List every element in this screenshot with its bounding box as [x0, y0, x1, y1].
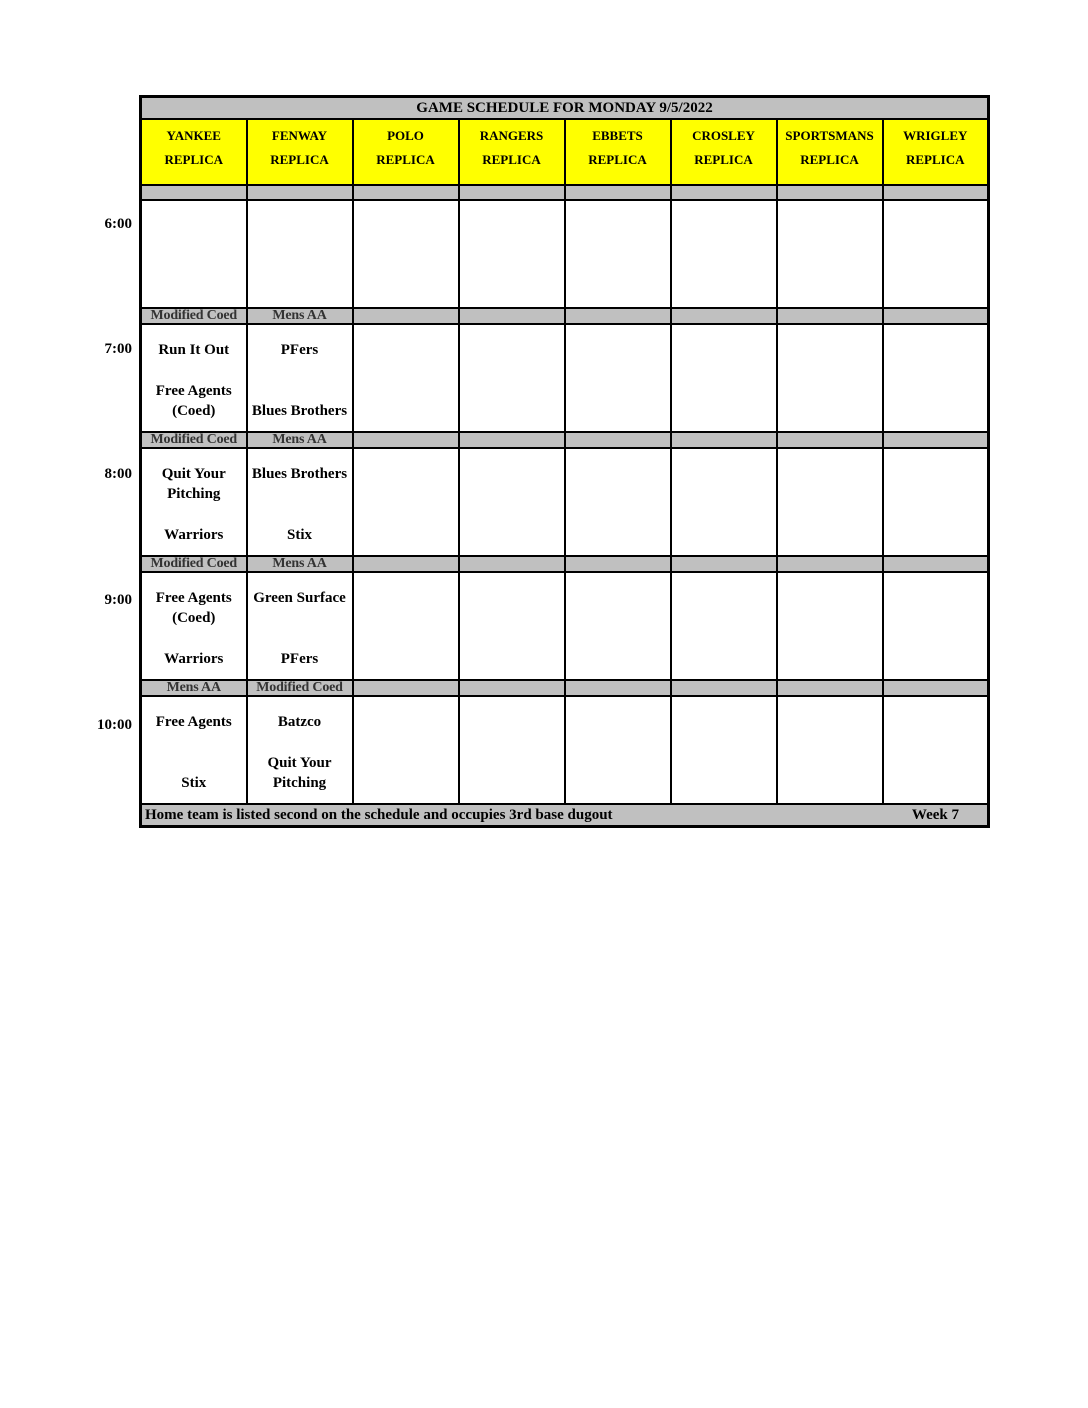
- game-cell: [459, 696, 565, 804]
- home-team: [778, 545, 882, 551]
- division-label: Mens AA: [247, 308, 353, 324]
- division-label: Mens AA: [141, 680, 247, 696]
- away-team: Quit Your Pitching: [161, 466, 226, 502]
- home-team: [778, 421, 882, 427]
- field-name: CROSLEY: [692, 128, 755, 143]
- game-cell: [141, 696, 247, 804]
- division-label: Modified Coed: [141, 308, 247, 324]
- division-label: [671, 556, 777, 572]
- home-team: [566, 421, 670, 427]
- home-team: Stix: [181, 775, 207, 791]
- game-cell: [883, 200, 989, 308]
- time-slot-row: [141, 696, 989, 804]
- division-label: [883, 432, 989, 448]
- home-team: [460, 421, 564, 427]
- field-type: REPLICA: [376, 152, 435, 167]
- game-cell: [459, 572, 565, 680]
- home-team: [778, 669, 882, 675]
- division-label: [459, 432, 565, 448]
- game-cell: [247, 200, 353, 308]
- division-label: [777, 680, 883, 696]
- game-cell: [565, 200, 671, 308]
- home-team: [354, 669, 458, 675]
- game-cell: [777, 696, 883, 804]
- division-label: [883, 308, 989, 324]
- game-cell: [353, 448, 459, 556]
- home-team-note: Home team is listed second on the schedule and occupies 3rd base dugout: [145, 807, 613, 823]
- division-label: [883, 185, 989, 200]
- game-cell: [459, 200, 565, 308]
- home-team: [672, 669, 776, 675]
- game-cell: [565, 324, 671, 432]
- time-slot-row: [141, 448, 989, 556]
- time-label: 8:00: [104, 466, 132, 482]
- away-team: Blues Brothers: [251, 466, 348, 482]
- away-team: Free Agents (Coed): [155, 590, 232, 626]
- division-label: [671, 680, 777, 696]
- field-type: REPLICA: [905, 152, 965, 167]
- away-team: Green Surface: [253, 590, 346, 606]
- game-cell: [353, 200, 459, 308]
- home-team: [354, 421, 458, 427]
- home-team: [460, 545, 564, 551]
- field-header: [671, 119, 777, 185]
- division-label: [353, 680, 459, 696]
- field-header: [353, 119, 459, 185]
- home-team: Quit Your Pitching: [267, 755, 332, 791]
- division-label: [459, 680, 565, 696]
- field-name: FENWAY: [271, 128, 328, 143]
- field-header: [141, 119, 247, 185]
- time-label: 10:00: [97, 717, 132, 733]
- time-label: 6:00: [104, 216, 132, 232]
- home-team: [672, 793, 776, 799]
- division-label: Mens AA: [247, 432, 353, 448]
- game-cell: [565, 572, 671, 680]
- division-label: [883, 556, 989, 572]
- division-label: [459, 308, 565, 324]
- home-team: [884, 297, 988, 303]
- game-cell: [883, 448, 989, 556]
- division-label: [671, 432, 777, 448]
- away-team: Free Agents: [155, 714, 232, 730]
- game-cell: [883, 696, 989, 804]
- game-cell: [459, 448, 565, 556]
- home-team: Warriors: [164, 527, 224, 543]
- away-team: Batzco: [277, 714, 322, 730]
- division-label: [353, 556, 459, 572]
- field-header: [247, 119, 353, 185]
- home-team: [248, 297, 352, 303]
- field-header: [565, 119, 671, 185]
- home-team: [354, 793, 458, 799]
- division-label: Modified Coed: [247, 680, 353, 696]
- home-team: [460, 297, 564, 303]
- game-cell: [883, 324, 989, 432]
- field-name: EBBETS: [592, 128, 643, 143]
- division-label: [353, 308, 459, 324]
- division-label: [459, 185, 565, 200]
- game-cell: [883, 572, 989, 680]
- home-team: Warriors: [164, 651, 224, 667]
- home-team: [354, 297, 458, 303]
- field-name: SPORTSMANS: [785, 128, 874, 143]
- game-cell: [141, 448, 247, 556]
- division-label: [777, 185, 883, 200]
- schedule-title: GAME SCHEDULE FOR MONDAY 9/5/2022: [141, 97, 989, 120]
- time-slot-row: [141, 200, 989, 308]
- division-label: [353, 185, 459, 200]
- home-team: [566, 297, 670, 303]
- game-cell: [777, 200, 883, 308]
- home-team: [566, 669, 670, 675]
- home-team: Blues Brothers: [251, 403, 348, 419]
- game-cell: [353, 696, 459, 804]
- division-label: [671, 308, 777, 324]
- division-label: [141, 185, 247, 200]
- division-label: [777, 432, 883, 448]
- home-team: [884, 669, 988, 675]
- time-label: 9:00: [104, 592, 132, 608]
- home-team: Stix: [286, 527, 312, 543]
- home-team: Free Agents (Coed): [155, 383, 232, 419]
- field-type: REPLICA: [588, 152, 647, 167]
- division-label: [565, 432, 671, 448]
- game-cell: [671, 324, 777, 432]
- game-cell: [777, 572, 883, 680]
- division-label: [459, 556, 565, 572]
- game-cell: [777, 448, 883, 556]
- game-cell: [671, 696, 777, 804]
- game-cell: [565, 448, 671, 556]
- division-label: [883, 680, 989, 696]
- division-label: [565, 556, 671, 572]
- field-header: [777, 119, 883, 185]
- division-label: [671, 185, 777, 200]
- footer-row: [141, 804, 989, 827]
- game-cell: [247, 324, 353, 432]
- game-cell: [459, 324, 565, 432]
- week-label: Week 7: [911, 807, 959, 823]
- game-cell: [353, 572, 459, 680]
- game-cell: [671, 200, 777, 308]
- field-name: YANKEE: [166, 128, 221, 143]
- field-name: POLO: [387, 128, 424, 143]
- home-team: [672, 421, 776, 427]
- game-cell: [141, 572, 247, 680]
- division-row: [141, 556, 989, 572]
- time-slot-row: [141, 572, 989, 680]
- field-name: WRIGLEY: [903, 128, 968, 143]
- division-label: [353, 432, 459, 448]
- game-cell: [247, 696, 353, 804]
- field-header-row: [141, 119, 989, 185]
- division-row: [141, 680, 989, 696]
- home-team: [672, 545, 776, 551]
- division-label: Modified Coed: [141, 432, 247, 448]
- division-label: [565, 308, 671, 324]
- home-team: [884, 793, 988, 799]
- division-label: [777, 308, 883, 324]
- division-label: [247, 185, 353, 200]
- home-team: [672, 297, 776, 303]
- away-team: Run It Out: [158, 342, 230, 358]
- division-label: Modified Coed: [141, 556, 247, 572]
- game-cell: [247, 572, 353, 680]
- division-label: [777, 556, 883, 572]
- spacer-row: [141, 185, 989, 200]
- away-team: PFers: [280, 342, 319, 358]
- schedule-table: [139, 95, 990, 828]
- field-type: REPLICA: [694, 152, 753, 167]
- home-team: [566, 545, 670, 551]
- home-team: [884, 545, 988, 551]
- division-row: [141, 432, 989, 448]
- field-type: REPLICA: [164, 152, 223, 167]
- division-label: [565, 185, 671, 200]
- game-cell: [247, 448, 353, 556]
- time-label: 7:00: [104, 341, 132, 357]
- home-team: [884, 421, 988, 427]
- field-header: [459, 119, 565, 185]
- field-header: [883, 119, 989, 185]
- home-team: [460, 793, 564, 799]
- division-row: [141, 308, 989, 324]
- field-type: REPLICA: [482, 152, 541, 167]
- home-team: [566, 793, 670, 799]
- game-cell: [141, 200, 247, 308]
- game-cell: [353, 324, 459, 432]
- home-team: [460, 669, 564, 675]
- division-label: [565, 680, 671, 696]
- home-team: [778, 297, 882, 303]
- game-cell: [671, 572, 777, 680]
- home-team: [354, 545, 458, 551]
- game-cell: [777, 324, 883, 432]
- division-label: Mens AA: [247, 556, 353, 572]
- game-cell: [141, 324, 247, 432]
- home-team: [142, 297, 246, 303]
- time-slot-row: [141, 324, 989, 432]
- field-name: RANGERS: [479, 128, 544, 143]
- field-type: REPLICA: [800, 152, 859, 167]
- home-team: PFers: [280, 651, 319, 667]
- home-team: [778, 793, 882, 799]
- game-cell: [671, 448, 777, 556]
- footer-cell: [141, 804, 989, 827]
- field-type: REPLICA: [270, 152, 329, 167]
- game-cell: [565, 696, 671, 804]
